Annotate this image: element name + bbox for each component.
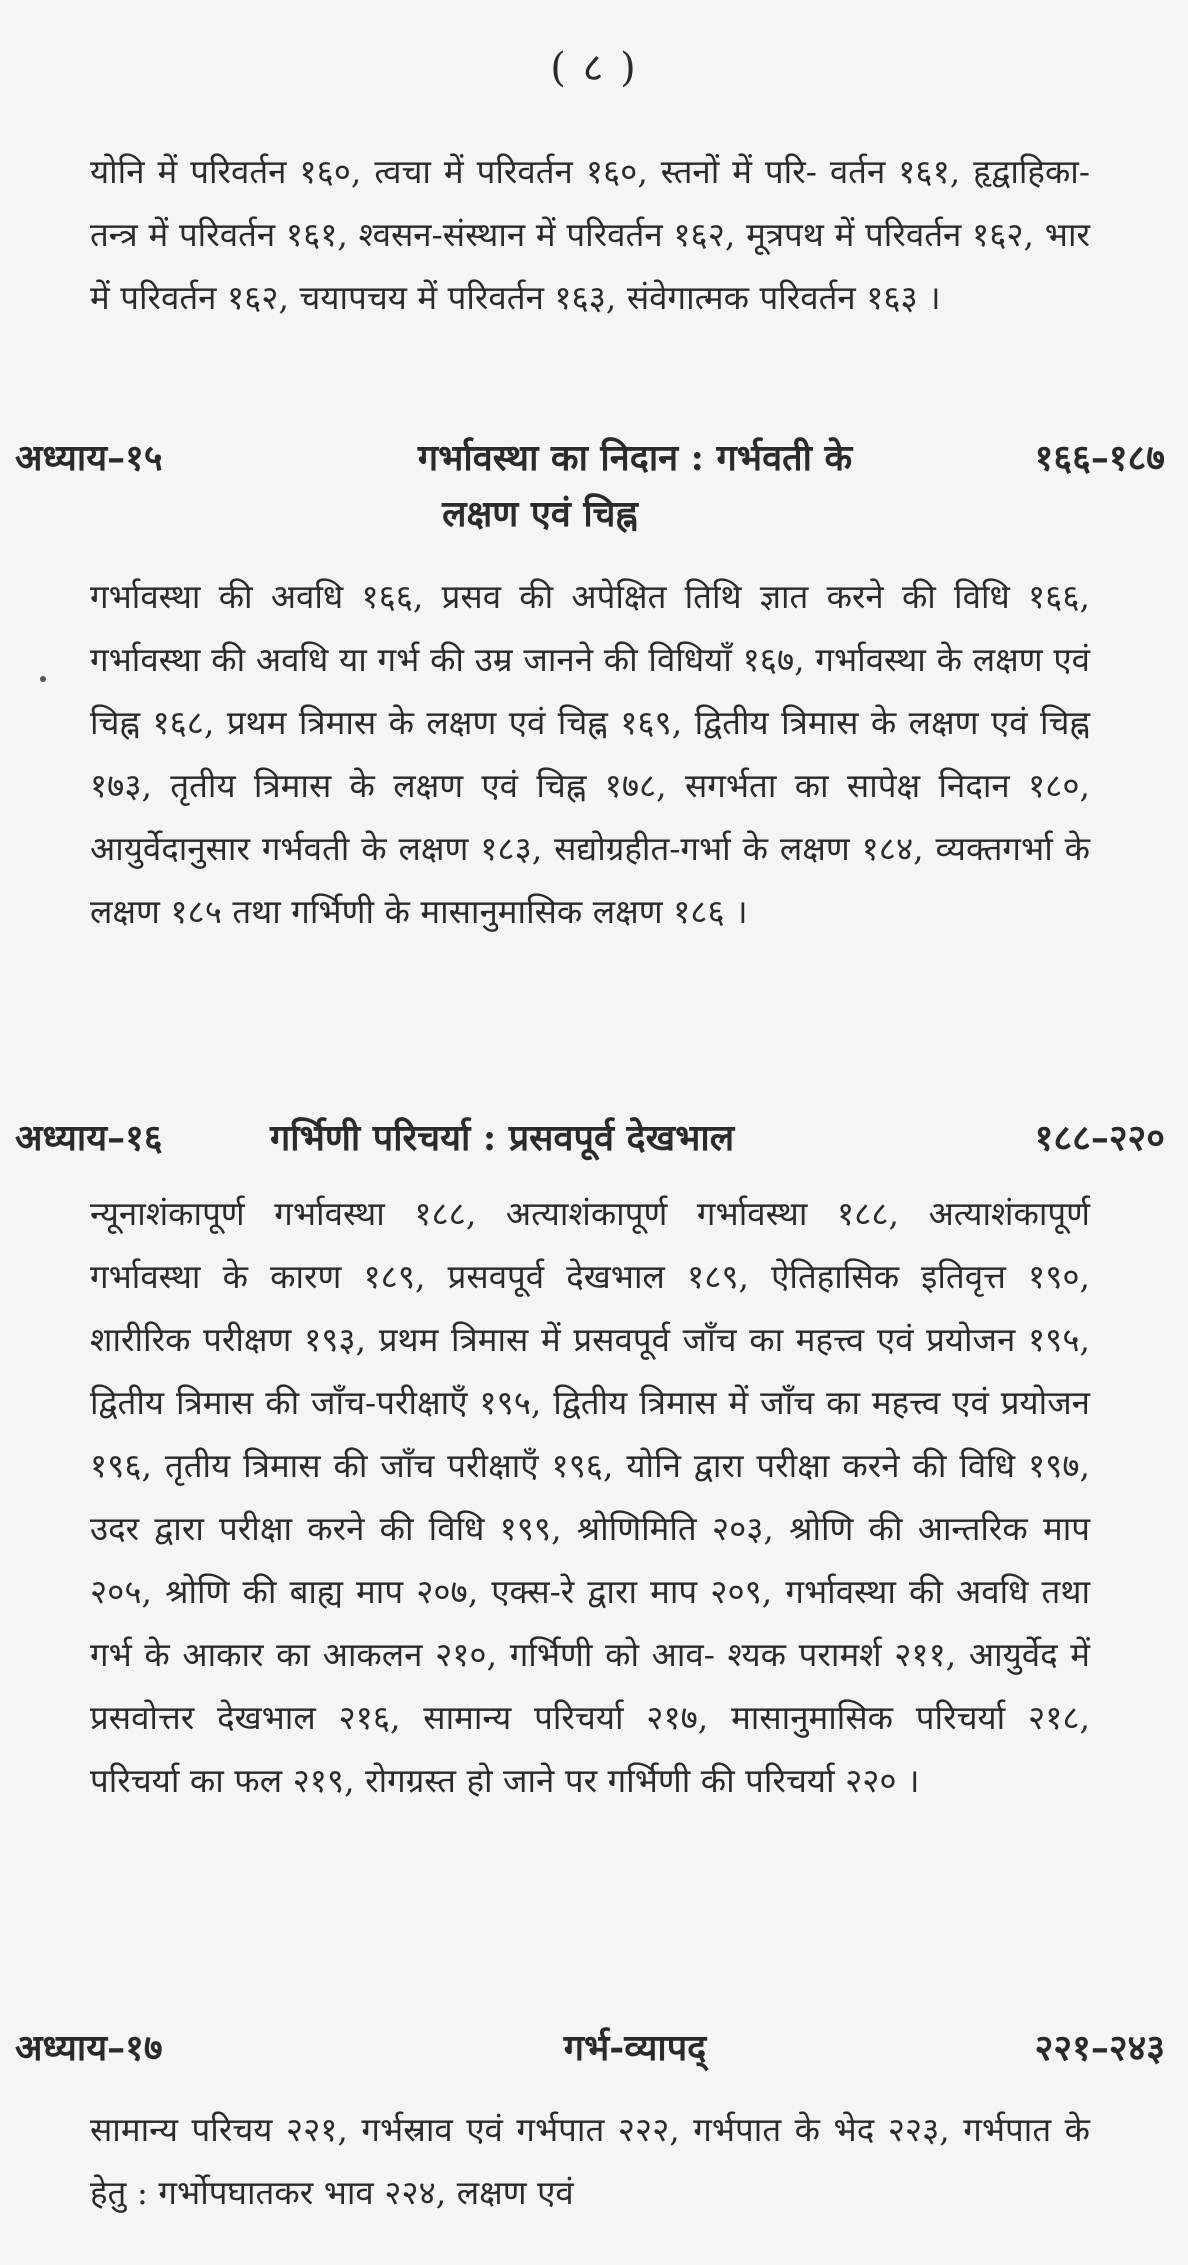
chapter-15-number: अध्याय–१५: [15, 437, 163, 479]
page-number: ( ८ ): [550, 45, 638, 91]
chapter-15-page-range: १६६–१८७: [1034, 437, 1165, 479]
chapter-15-heading: [15, 432, 1165, 542]
chapter-17-title: गर्भ-व्यापद्: [563, 2027, 707, 2069]
chapter-16-page-range: १८८–२२०: [1034, 1117, 1165, 1159]
chapter-16-paragraph: न्यूनाशंकापूर्ण गर्भावस्था १८८, अत्याशंकापूर्ण गर्भावस्था १८८, अत्याशंकापूर्ण गर्भावस्था के कारण १८९, प्रसवपूर्व देखभाल १८९, ऐतिहासिक इतिवृत्त १९०, शारीरिक परीक्षण १९३, प्रथम त्रिमास में प्रसवपूर्व जाँच का महत्त्व एवं प्रयोजन १९५, द्वितीय त्रिमास की जाँच-परीक्षाएँ १९५, द्वितीय त्रिमास में जाँच का महत्त्व एवं प्रयोजन १९६, तृतीय त्रिमास की जाँच परीक्षाएँ १९६, योनि द्वारा परीक्षा करने की विधि १९७, उदर द्वारा परीक्षा करने की विधि १९९, श्रोणिमिति २०३, श्रोणि की आन्तरिक माप २०५, श्रोणि की बाह्य माप २०७, एक्स-रे द्वारा माप २०९, गर्भावस्था की अवधि तथा गर्भ के आकार का आकलन २१०, गर्भिणी को आव- श्यक परामर्श २११, आयुर्वेद में प्रसवोत्तर देखभाल २१६, सामान्य परिचर्या २१७, मासानुमासिक परिचर्या २१८, परिचर्या का फल २१९, रोगग्रस्त हो जाने पर गर्भिणी की परिचर्या २२० ।: [90, 1194, 1090, 1800]
margin-speck: [40, 676, 46, 682]
chapter-16-title: गर्भिणी परिचर्या : प्रसवपूर्व देखभाल: [270, 1117, 735, 1159]
chapter-15-title-line2: लक्षण एवं चिह्न: [442, 493, 638, 535]
chapter-17-number: अध्याय–१७: [15, 2027, 163, 2069]
chapter-16-heading: [15, 1112, 1165, 1162]
intro-paragraph: योनि में परिवर्तन १६०, त्वचा में परिवर्तन १६०, स्तनों में परि- वर्तन १६१, हृद्वाहिका-तन्त्र में परिवर्तन १६१, श्वसन-संस्थान में परिवर्तन १६२, मूत्रपथ में परिवर्तन १६२, भार में परिवर्तन १६२, चयापचय में परिवर्तन १६३, संवेगात्मक परिवर्तन १६३ ।: [90, 152, 1090, 317]
chapter-17-page-range: २२१–२४३: [1034, 2027, 1165, 2069]
chapter-17-heading: [15, 2022, 1165, 2072]
chapter-15-title-line1: गर्भावस्था का निदान : गर्भवती के: [417, 437, 853, 479]
chapter-17-paragraph: सामान्य परिचय २२१, गर्भस्राव एवं गर्भपात २२२, गर्भपात के भेद २२३, गर्भपात के हेतु : गर्भोपघातकर भाव २२४, लक्षण एवं: [90, 2110, 1090, 2212]
chapter-15-paragraph: गर्भावस्था की अवधि १६६, प्रसव की अपेक्षित तिथि ज्ञात करने की विधि १६६, गर्भावस्था की अवधि या गर्भ की उम्र जानने की विधियाँ १६७, गर्भावस्था के लक्षण एवं चिह्न १६८, प्रथम त्रिमास के लक्षण एवं चिह्न १६९, द्वितीय त्रिमास के लक्षण एवं चिह्न १७३, तृतीय त्रिमास के लक्षण एवं चिह्न १७८, सगर्भता का सापेक्ष निदान १८०, आयुर्वेदानुसार गर्भवती के लक्षण १८३, सद्योग्रहीत-गर्भा के लक्षण १८४, व्यक्तगर्भा के लक्षण १८५ तथा गर्भिणी के मासानुमासिक लक्षण १८६ ।: [90, 577, 1090, 931]
chapter-16-number: अध्याय–१६: [15, 1117, 163, 1159]
